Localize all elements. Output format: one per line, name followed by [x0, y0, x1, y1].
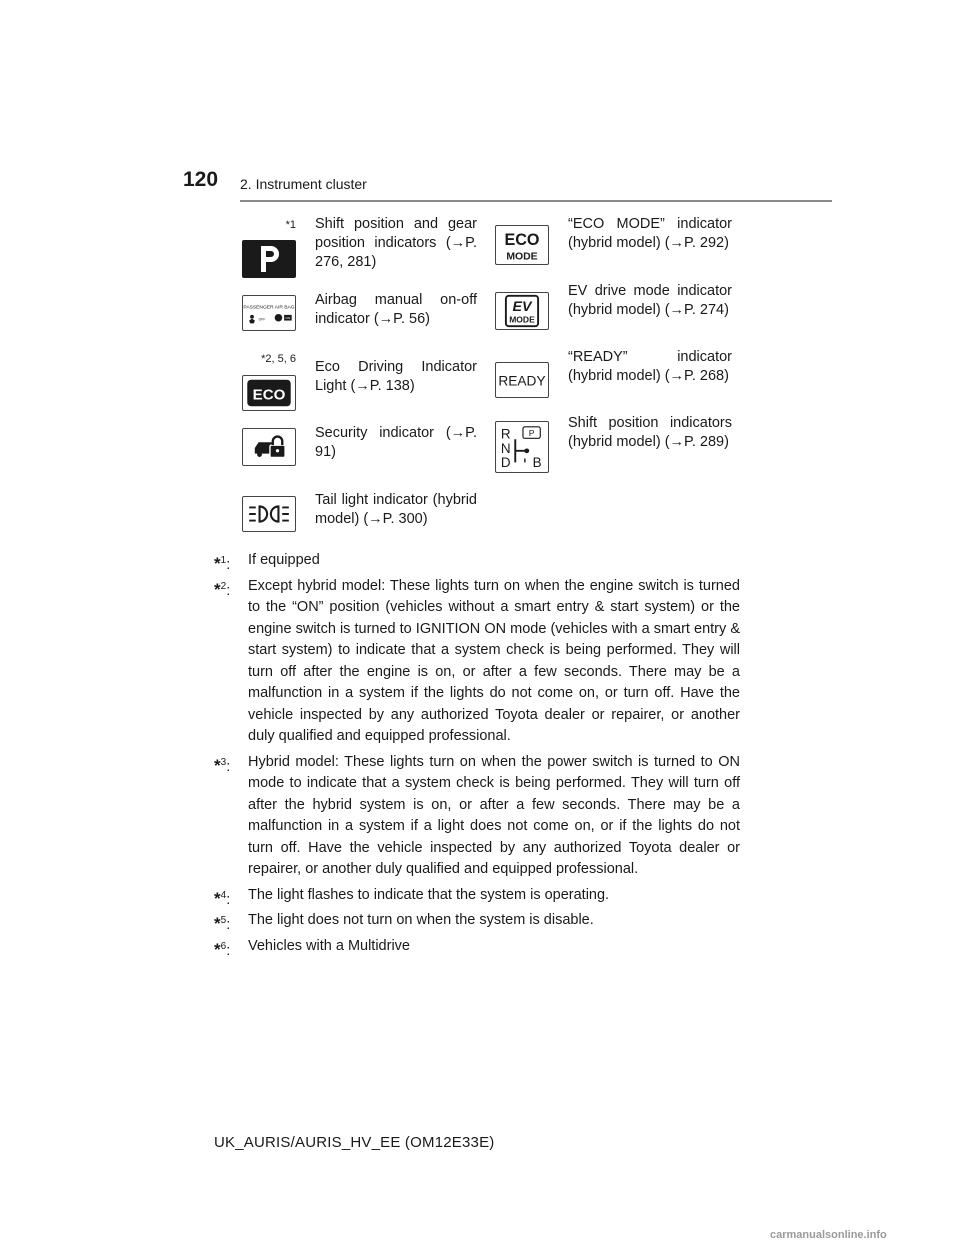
icon-label: ECO [504, 231, 540, 249]
eco-mode-indicator-icon [495, 225, 549, 265]
indicator-description: Shift position and gear position indicators (→P. 276, 281) [315, 216, 477, 270]
icon-label: MODE [506, 251, 538, 263]
section-title: 2. Instrument cluster [240, 176, 367, 192]
icon-label: N [500, 440, 511, 456]
indicator-note: *1 [285, 219, 296, 231]
shift-position-p-icon [242, 240, 296, 278]
icon-label: OFF [258, 317, 266, 322]
footnote-text: Hybrid model: These lights turn on when the power switch is turned to ON mode to indicate that a system check is being performed. They will turn off after the hybrid system is on, or after a few seconds. There may be a malfunction in a system if a light does not come on, or if the lights do not turn off. Have the vehicle inspected by any authorized Toyota dealer or repairer, or another duly qualified and equipped professional. [248, 753, 740, 877]
footnote: *$^6$: Vehicles with a Multidrive [214, 937, 410, 959]
icon-label: READY [498, 373, 546, 389]
footnote: *$^2$: Except hybrid model: These lights turn on when the engine switch is turned to the “ON” position (vehicles without a smart entry & start system) or the engine switch is turned to IGNITION ON mode (vehicles with a smart entry & start system) to indicate that a system check is being performed. They will turn off after the engine is on, or after a few seconds. There may be a malfunction in a system if the lights do not come on, or turn off. Have the vehicle inspected by any authorized Toyota dealer or repairer, or another duly qualified and equipped professional. [214, 577, 740, 744]
watermark-link[interactable]: carmanualsonline.info [770, 1229, 887, 1241]
indicator-description: Eco Driving Indicator Light (→P. 138) [315, 359, 477, 394]
indicator-note: *2, 5, 6 [261, 353, 296, 365]
icon-label: P [528, 427, 535, 438]
footnote: *$^3$: Hybrid model: These lights turn on when the power switch is turned to ON mode to indicate that a system check is being performed. They will turn off after the hybrid system is on, or after a few seconds. There may be a malfunction in a system if a light does not come on, or if the lights do not turn off. Have the vehicle inspected by any authorized Toyota dealer or repairer, or another duly qualified and equipped professional. [214, 753, 740, 877]
icon-label: PASSENGER AIR BAG [243, 305, 295, 311]
icon-label: D [500, 455, 511, 471]
icon-label: MODE [509, 314, 535, 325]
footnote: *$^4$: The light flashes to indicate that the system is operating. [214, 886, 610, 908]
footer-model-code: UK_AURIS/AURIS_HV_EE (OM12E33E) [214, 1134, 495, 1151]
icon-label: ON [285, 316, 291, 321]
shift-position-hybrid-icon [495, 421, 549, 473]
footnote-text: The light does not turn on when the system is disable. [248, 912, 594, 928]
header-rule [240, 200, 832, 202]
eco-driving-indicator-icon [242, 375, 296, 411]
indicator-description: Shift position indicators (hybrid model) (→P. 289) [568, 415, 732, 450]
footnote: *$^5$: The light does not turn on when the system is disable. [214, 912, 594, 933]
ev-mode-indicator-icon [495, 292, 549, 330]
icon-label: B [532, 455, 542, 471]
indicator-description: “ECO MODE” indicator (hybrid model) (→P. 292) [568, 216, 732, 251]
tail-light-icon [242, 496, 296, 532]
ready-indicator-icon [495, 362, 549, 398]
footnote-text: Vehicles with a Multidrive [248, 937, 410, 954]
page-number: 120 [183, 168, 219, 191]
icon-label: R [500, 426, 511, 442]
footnote-text: The light flashes to indicate that the system is operating. [248, 886, 610, 903]
security-lock-car-icon [242, 428, 296, 466]
icon-label: EV [512, 299, 532, 315]
footnote: *$^1$: If equipped [214, 552, 320, 573]
indicator-description: Tail light indicator (hybrid model) (→P. 300) [315, 492, 477, 527]
indicator-description: Security indicator (→P. 91) [315, 425, 477, 460]
indicator-description: “READY” indicator (hybrid model) (→P. 268) [568, 349, 732, 384]
footnote-text: Except hybrid model: These lights turn on when the engine switch is turned to the “ON” position (vehicles without a smart entry & start system) or the engine switch is turned to IGNITION ON mode (vehicles with a smart entry & start system) to indicate that a system check is being performed. They will turn off after the engine is on, or after a few seconds. There may be a malfunction in a system if the lights do not come on, or turn off. Have the vehicle inspected by any authorized Toyota dealer or repairer, or another duly qualified and equipped professional. [248, 577, 740, 744]
icon-label: ECO [252, 386, 286, 404]
indicator-description: Airbag manual on-off indicator (→P. 56) [315, 292, 477, 327]
indicator-description: EV drive mode indicator (hybrid model) (→P. 274) [568, 283, 732, 318]
footnote-text: If equipped [248, 552, 320, 568]
footnotes-list [214, 550, 740, 961]
passenger-airbag-off-icon [242, 295, 296, 331]
